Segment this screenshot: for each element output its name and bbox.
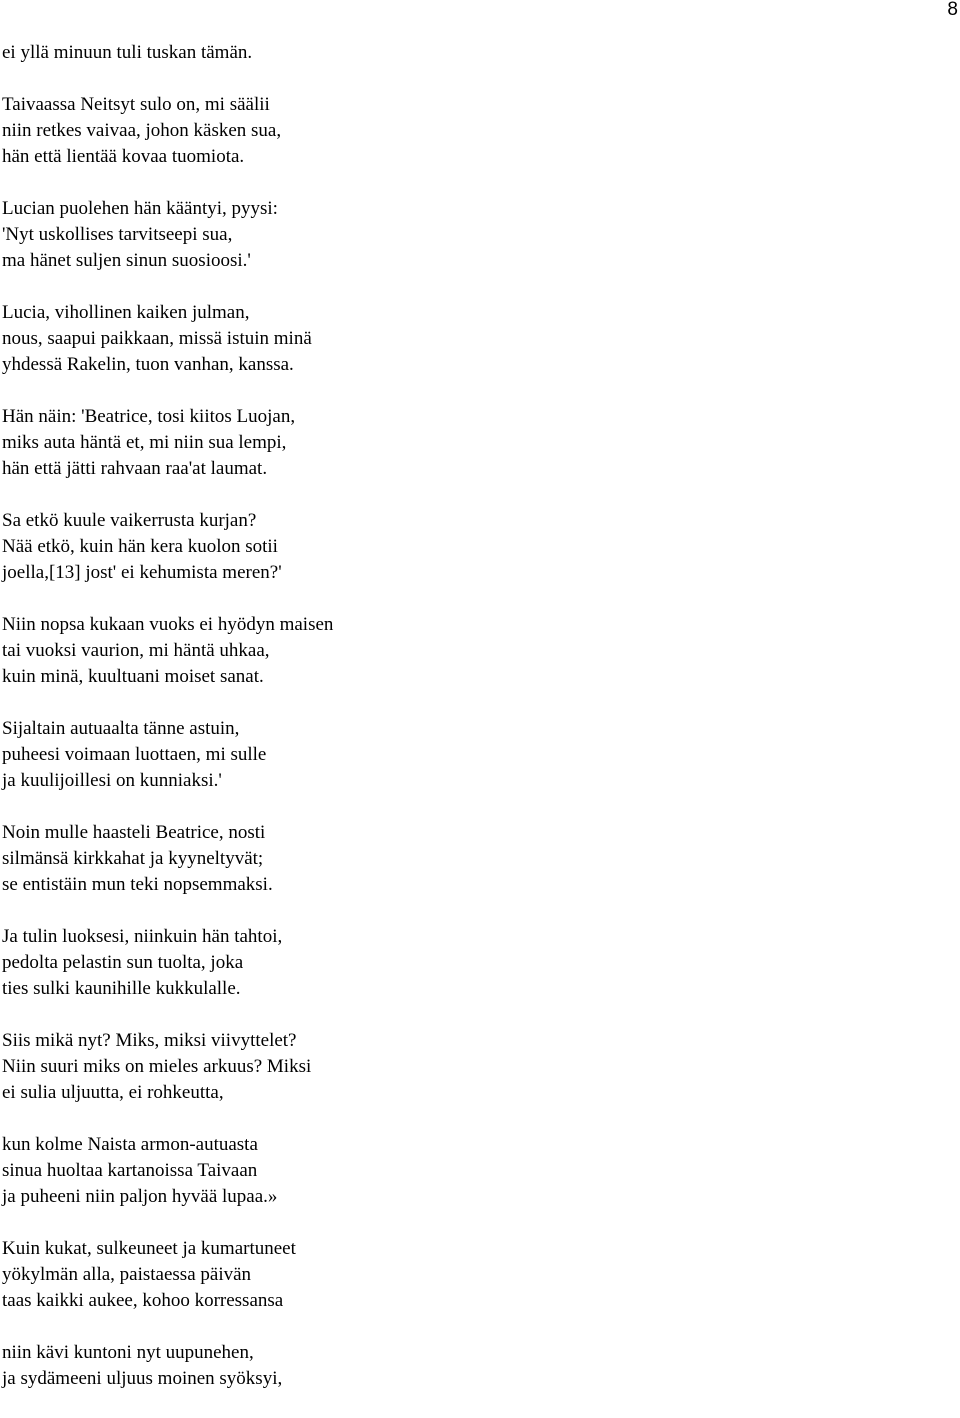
verse-line: puheesi voimaan luottaen, mi sulle: [2, 744, 267, 765]
verse-line: ties sulki kaunihille kukkulalle.: [2, 978, 241, 999]
verse-line: nous, saapui paikkaan, missä istuin minä: [2, 328, 312, 349]
verse-line: Kuin kukat, sulkeuneet ja kumartuneet: [2, 1238, 296, 1259]
verse-line: ja kuulijoillesi on kunniaksi.': [2, 770, 222, 791]
verse-line: ja sydämeeni uljuus moinen syöksyi,: [2, 1368, 283, 1389]
verse-line: ma hänet suljen sinun suosioosi.': [2, 250, 251, 271]
verse-line: Ja tulin luoksesi, niinkuin hän tahtoi,: [2, 926, 283, 947]
verse-line: kun kolme Naista armon-autuasta: [2, 1134, 258, 1155]
verse-line: Noin mulle haasteli Beatrice, nosti: [2, 822, 266, 843]
poem-text: [2, 40, 902, 1418]
verse-line: ja puheeni niin paljon hyvää lupaa.»: [2, 1186, 278, 1207]
verse-line: hän että jätti rahvaan raa'at laumat.: [2, 458, 268, 479]
verse-line: Siis mikä nyt? Miks, miksi viivyttelet?: [2, 1030, 297, 1051]
verse-line: joella,[13] jost' ei kehumista meren?': [2, 562, 282, 583]
stanza: [2, 1340, 902, 1392]
verse-line: sinua huoltaa kartanoissa Taivaan: [2, 1160, 258, 1181]
verse-line: Lucian puolehen hän kääntyi, pyysi:: [2, 198, 278, 219]
verse-line: kuin minä, kuultuani moiset sanat.: [2, 666, 264, 687]
verse-line: Taivaassa Neitsyt sulo on, mi säälii: [2, 94, 270, 115]
verse-line: miks auta häntä et, mi niin sua lempi,: [2, 432, 287, 453]
stanza: [2, 300, 902, 378]
verse-line: hän että lientää kovaa tuomiota.: [2, 146, 245, 167]
stanza: [2, 924, 902, 1002]
verse-line: taas kaikki aukee, kohoo korressansa: [2, 1290, 284, 1311]
stanza: [2, 1236, 902, 1314]
verse-line: ei yllä minuun tuli tuskan tämän.: [2, 42, 253, 63]
verse-line: yhdessä Rakelin, tuon vanhan, kanssa.: [2, 354, 294, 375]
page-number: 8: [947, 0, 958, 20]
verse-line: Lucia, vihollinen kaiken julman,: [2, 302, 250, 323]
stanza: [2, 508, 902, 586]
verse-line: tai vuoksi vaurion, mi häntä uhkaa,: [2, 640, 270, 661]
stanza: [2, 1028, 902, 1106]
verse-line: Niin nopsa kukaan vuoks ei hyödyn maisen: [2, 614, 334, 635]
verse-line: yökylmän alla, paistaessa päivän: [2, 1264, 252, 1285]
stanza: [2, 404, 902, 482]
stanza: [2, 40, 902, 66]
verse-line: 'Nyt uskollises tarvitseepi sua,: [2, 224, 233, 245]
stanza: [2, 612, 902, 690]
verse-line: Sa etkö kuule vaikerrusta kurjan?: [2, 510, 257, 531]
verse-line: Niin suuri miks on mieles arkuus? Miksi: [2, 1056, 312, 1077]
stanza: [2, 716, 902, 794]
verse-line: Sijaltain autuaalta tänne astuin,: [2, 718, 240, 739]
verse-line: Hän näin: 'Beatrice, tosi kiitos Luojan,: [2, 406, 296, 427]
verse-line: ei sulia uljuutta, ei rohkeutta,: [2, 1082, 224, 1103]
verse-line: Nää etkö, kuin hän kera kuolon sotii: [2, 536, 278, 557]
stanza: [2, 820, 902, 898]
verse-line: niin retkes vaivaa, johon käsken sua,: [2, 120, 282, 141]
verse-line: silmänsä kirkkahat ja kyyneltyvät;: [2, 848, 264, 869]
verse-line: se entistäin mun teki nopsemmaksi.: [2, 874, 273, 895]
verse-line: pedolta pelastin sun tuolta, joka: [2, 952, 244, 973]
stanza: [2, 196, 902, 274]
verse-line: niin kävi kuntoni nyt uupunehen,: [2, 1342, 254, 1363]
stanza: [2, 1132, 902, 1210]
stanza: [2, 92, 902, 170]
